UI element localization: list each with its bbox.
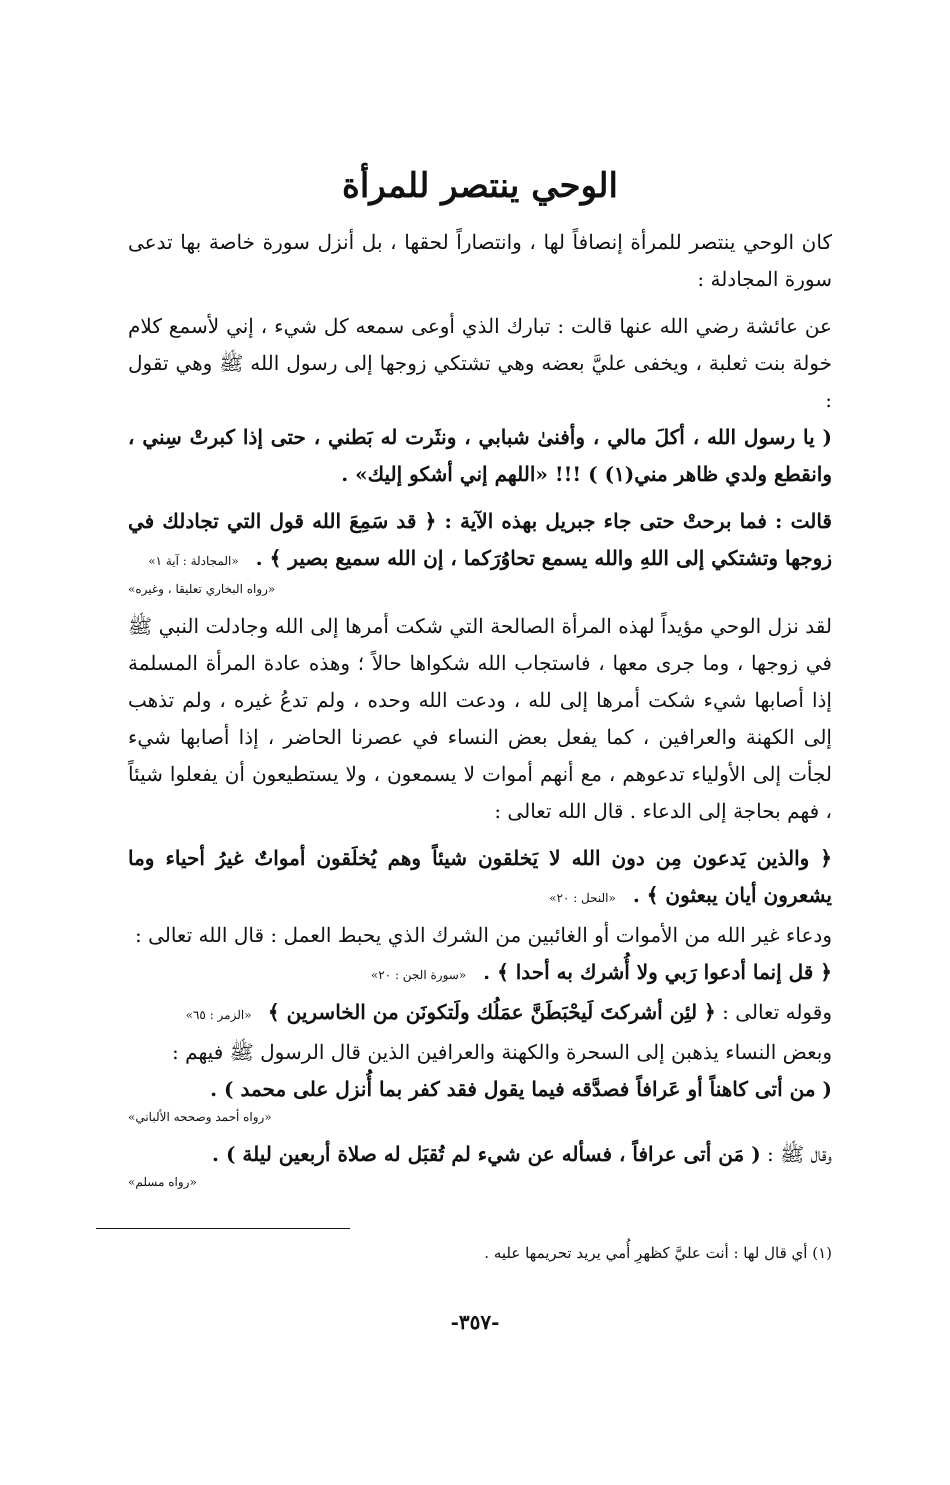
paragraph-zumar <box>128 994 832 1034</box>
page-title: الوحي ينتصر للمرأة <box>342 166 618 206</box>
reference-mujadila: «المجادلة : آية ١» <box>148 554 239 568</box>
footnote: (١) أي قال لها : أنت عليَّ كظهرِ أُمي يريد تحريمها عليه . <box>484 1244 832 1262</box>
reference-nahl: «النحل : ٢٠» <box>549 891 616 905</box>
hadith-muslim-text: ( مَن أتى عرافاً ، فسأله عن شيء لم تُقبَل له صلاة أربعين ليلة ) . <box>212 1142 761 1166</box>
zumar-lead: وقوله تعالى : <box>722 1000 832 1024</box>
hadith-kahin: ( من أتى كاهناً أو عَرافاً فصدَّقه فيما يقول فقد كفر بما أُنزل على محمد ) . <box>210 1077 832 1101</box>
paragraph-commentary: لقد نزل الوحي مؤيداً لهذه المرأة الصالحة التي شكت أمرها إلى الله وجادلت النبي ﷺ في زوجها ، وما جرى معها ، فاستجاب الله شكواها حالاً ؛ وهذه عادة المرأة المسلمة إذا أصابها شيء شكت أمرها إلى لله ، ودعت الله وحده ، ولم تدعُ غيره ، ولم تذهب إلى الكهنة والعرافين ، كما يفعل بعض النساء في عصرنا الحاضر ، إذا أصابها شيء لجأت إلى الأولياء تدعوهم ، مع أنهم أموات لا يسمعون ، ولا يستطيعون أن يفعلوا شيئاً ، فهم بحاجة إلى الدعاء . قال الله تعالى : <box>128 614 832 823</box>
paragraph-sorcerers: وبعض النساء يذهبن إلى السحرة والكهنة والعرافين الذين قال الرسول ﷺ فيهم : <box>172 1040 832 1064</box>
ayah-jinn-text: ﴿ قل إنما أدعوا رَبي ولا أُشرك به أحدا ﴾ . <box>483 960 832 984</box>
reference-ahmad: «رواه أحمد وصححه الألباني» <box>128 1110 272 1124</box>
reference-muslim: «رواه مسلم» <box>128 1175 197 1189</box>
paragraph-hadith-muslim <box>128 1136 832 1173</box>
paragraph-shirk: ودعاء غير الله من الأموات أو الغائبين من الشرك الذي يحبط العمل : قال الله تعالى : <box>134 923 832 947</box>
ayah-nahl-text: ﴿ والذين يَدعون مِن دون الله لا يَخلقون شيئاً وهم يُخلَقون أمواتٌ غيرُ أحياء وما يشعرون أيان يبعثون ﴾ . <box>128 846 832 907</box>
hadith-muslim-lead: وقال ﷺ : <box>767 1142 832 1166</box>
reference-bukhari: «رواه البخاري تعليقا ، وغيره» <box>128 582 276 596</box>
paragraph-intro: كان الوحي ينتصر للمرأة إنصافاً لها ، وانتصاراً لحقها ، بل أنزل سورة خاصة بها تدعى سورة المجادلة : <box>128 230 832 291</box>
page-content <box>128 160 832 1191</box>
ayah-nahl <box>128 840 832 917</box>
ayah-jinn <box>128 954 832 994</box>
quote-khawla: ( يا رسول الله ، أكلَ مالي ، وأفنىٰ شبابي ، ونثَرت له بَطني ، حتى إذا كبرتْ سِني ، وانقطع ولدي ظاهر مني(١) ) !!! «اللهم إني أشكو إليك» . <box>128 425 833 486</box>
ayah-zumar-text: ﴿ لئِن أشركتَ لَيحْبَطَنَّ عمَلُك ولَتكونَن من الخاسرين ﴾ <box>267 1000 716 1024</box>
reference-jinn: «سورة الجن : ٢٠» <box>370 968 467 982</box>
paragraph-revelation <box>128 503 832 580</box>
revelation-text: قالت : فما برحتْ حتى جاء جبريل بهذه الآية : ﴿ قد سَمِعَ الله قول التي تجادلك في زوجها وتشتكي إلى اللهِ والله يسمع تحاوُرَكما ، إن الله سميع بصير ﴾ . <box>128 509 832 570</box>
page-number: -٣٥٧- <box>450 1310 500 1334</box>
footnote-divider <box>96 1228 350 1229</box>
paragraph-aisha-narration: عن عائشة رضي الله عنها قالت : تبارك الذي أوعى سمعه كل شيء ، إني لأسمع كلام خولة بنت ثعلبة ، ويخفى عليَّ بعضه وهي تشتكي زوجها إلى رسول الله ﷺ وهي تقول : <box>128 314 832 412</box>
reference-zumar: «الزمر : ٦٥» <box>185 1008 252 1022</box>
